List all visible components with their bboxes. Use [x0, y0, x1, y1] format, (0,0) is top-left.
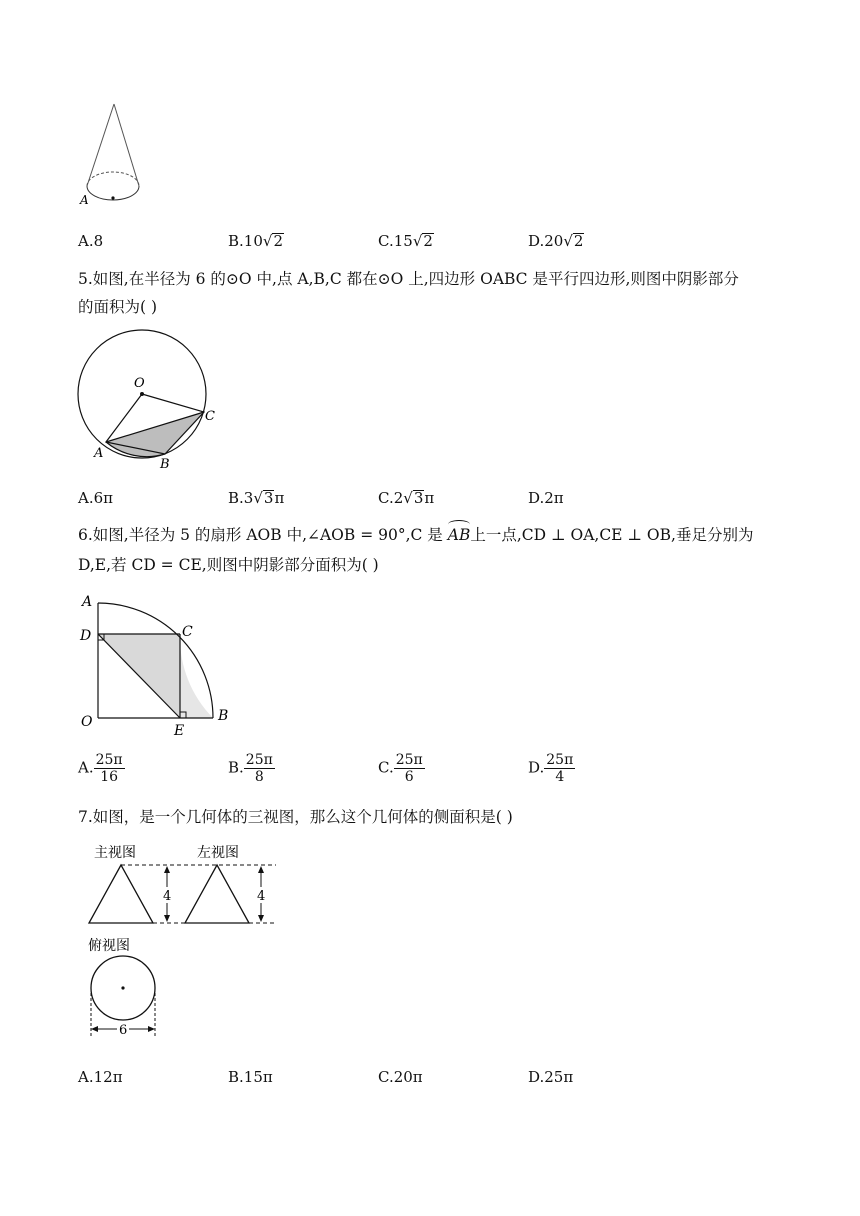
q4-option-d[interactable]: D.20√2 — [528, 232, 584, 250]
three-views-figure — [80, 838, 290, 1048]
q7-stem-line1: 7.如图，是一个几何体的三视图，那么这个几何体的侧面积是( ) — [78, 808, 513, 826]
label-o: O — [134, 376, 145, 391]
label-o: O — [81, 714, 93, 730]
q6-option-b[interactable]: B. $\frac{25\pi}{8}$ — [228, 752, 273, 785]
q5-option-b[interactable]: B.3√3π — [228, 489, 285, 507]
sqrt-symbol: √ — [412, 232, 423, 250]
q7-option-c[interactable]: C.20π — [378, 1068, 423, 1086]
q5-stem-line1: 5.如图,在半径为 6 的⊙O 中,点 A,B,C 都在⊙O 上,四边形 OABC 是平行四边形,则图中阴影部分 — [78, 270, 739, 288]
label-a: A — [82, 594, 93, 610]
q4-option-b[interactable]: B.10√2 — [228, 232, 283, 250]
q7-option-a[interactable]: A.12π — [78, 1068, 123, 1086]
front-view-label: 主视图 — [94, 845, 136, 861]
q6-stem-line1: 6.如图,半径为 5 的扇形 AOB 中,∠AOB = 90°,C 是 AB上一点,CD ⊥ OA,CE ⊥ OB,垂足分别为 — [78, 526, 754, 544]
q7-option-d[interactable]: D.25π — [528, 1068, 574, 1086]
q5-option-c[interactable]: C.2√3π — [378, 489, 435, 507]
sqrt-symbol: √ — [262, 232, 273, 250]
label-b: B — [218, 708, 229, 724]
q5-option-d[interactable]: D.2π — [528, 489, 564, 507]
arc-ab: AB — [447, 526, 471, 544]
cone-label-a: A — [80, 193, 89, 207]
q5-stem-line2: 的面积为( ) — [78, 298, 158, 316]
q7-option-b[interactable]: B.15π — [228, 1068, 273, 1086]
cone-figure — [76, 98, 148, 218]
sqrt-symbol: √ — [403, 489, 413, 507]
top-view-label: 俯视图 — [88, 938, 130, 954]
left-view-label: 左视图 — [197, 845, 239, 861]
q6-option-a[interactable]: A. $\frac{25\pi}{16}$ — [78, 752, 123, 785]
height-label-2: 4 — [257, 889, 266, 904]
label-d: D — [80, 628, 92, 644]
q6-option-d[interactable]: D. $\frac{25\pi}{4}$ — [528, 752, 574, 785]
height-label-1: 4 — [163, 889, 172, 904]
sector-figure — [76, 590, 236, 740]
label-c: C — [182, 624, 193, 640]
sqrt-symbol: √ — [253, 489, 263, 507]
q6-stem-line2: D,E,若 CD = CE,则图中阴影部分面积为( ) — [78, 556, 379, 574]
q4-option-c[interactable]: C.15√2 — [378, 232, 433, 250]
q4-option-a[interactable]: A.8 — [78, 232, 104, 250]
q6-option-c[interactable]: C. $\frac{25\pi}{6}$ — [378, 752, 423, 785]
label-e: E — [174, 723, 185, 739]
label-c: C — [205, 409, 215, 424]
label-a: A — [94, 446, 104, 461]
diameter-label: 6 — [119, 1023, 128, 1038]
label-b: B — [160, 457, 170, 472]
circle-parallelogram-figure — [76, 326, 226, 474]
sqrt-symbol: √ — [563, 232, 573, 250]
q5-option-a[interactable]: A.6π — [78, 489, 114, 507]
